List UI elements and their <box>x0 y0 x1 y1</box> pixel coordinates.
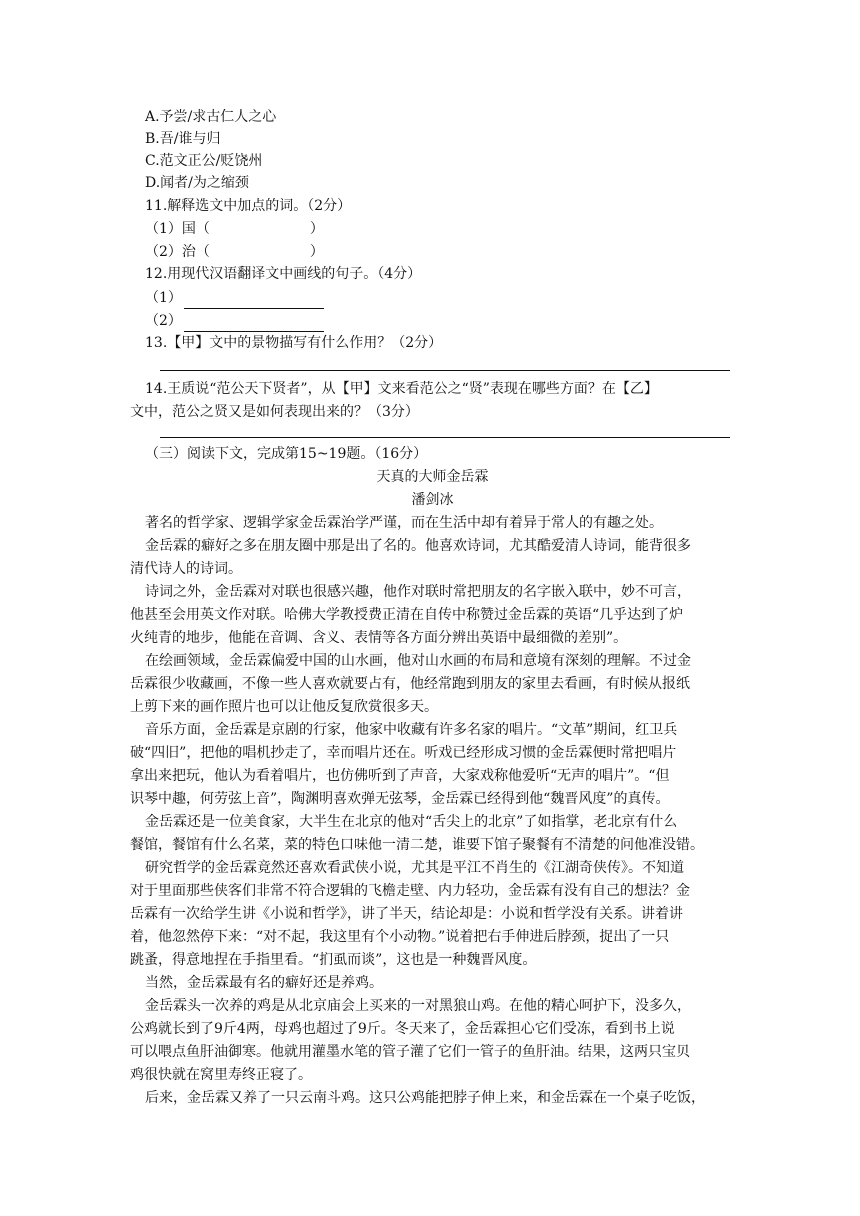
answer-line-13[interactable] <box>160 370 730 371</box>
article-line: 他甚至会用英文作对联。哈佛大学教授费正清在自传中称赞过金岳霖的英语“几乎达到了炉 <box>130 607 684 623</box>
question-11-item-1-prefix: （1）国（ <box>145 221 210 237</box>
article-line: 当然，金岳霖最有名的癖好还是养鸡。 <box>145 975 383 991</box>
article-line: 鸡很快就在窝里寿终正寝了。 <box>130 1067 312 1083</box>
article-line: 岳霖很少收藏画，不像一些人喜欢就要占有，他经常跑到朋友的家里去看画，有时候从报纸 <box>130 676 690 692</box>
article-line: 餐馆，餐馆有什么名菜，菜的特色口味他一清二楚，谁要下馆子聚餐有不清楚的问他准没错。 <box>130 837 704 853</box>
question-11-item-2-suffix: ） <box>309 244 324 260</box>
article-line: 音乐方面，金岳霖是京剧的行家，他家中收藏有许多名家的唱片。“文革”期间，红卫兵 <box>145 722 678 738</box>
article-line: 金岳霖的癖好之多在朋友圈中那是出了名的。他喜欢诗词，尤其酷爱清人诗词，能背很多 <box>145 538 691 554</box>
question-14-line-1: 14.王质说“范公天下贤者”，从【甲】文来看范公之“贤”表现在哪些方面？在【乙】 <box>145 381 658 397</box>
option-c: C.范文正公/贬饶州 <box>145 153 263 169</box>
question-12-item-1 <box>145 287 735 309</box>
article-author: 潘剑冰 <box>411 492 454 508</box>
option-a: A.予尝/求古仁人之心 <box>145 109 277 125</box>
question-14-line-2: 文中，范公之贤又是如何表现出来的？（3分） <box>130 404 419 420</box>
article-line: 金岳霖还是一位美食家，大半生在北京的他对“舌尖上的北京”了如指掌，老北京有什么 <box>145 814 678 830</box>
article-line: 上剪下来的画作照片也可以让他反复欣赏很多天。 <box>130 699 438 715</box>
answer-line-12-2[interactable] <box>184 315 324 332</box>
article-line: 后来，金岳霖又养了一只云南斗鸡。这只公鸡能把脖子伸上来，和金岳霖在一个桌子吃饭， <box>145 1090 705 1106</box>
article-line: 在绘画领域，金岳霖偏爱中国的山水画，他对山水画的布局和意境有深刻的理解。不过金 <box>145 653 691 669</box>
question-12-title: 12.用现代汉语翻译文中画线的句子。（4分） <box>145 266 422 282</box>
article-line: 对于里面那些侠客们非常不符合逻辑的飞檐走壁、内力轻功，金岳霖有没有自己的想法？金 <box>130 883 690 899</box>
option-b: B.吾/谁与归 <box>145 131 221 147</box>
question-11-item-1 <box>145 218 735 240</box>
article-title: 天真的大师金岳霖 <box>376 469 489 485</box>
article-line: 破“四旧”，把他的唱机抄走了，幸而唱片还在。听戏已经形成习惯的金岳霖便时常把唱片 <box>130 745 677 761</box>
article-line: 可以喂点鱼肝油御寒。他就用灌墨水笔的管子灌了它们一管子的鱼肝油。结果，这两只宝贝 <box>130 1044 690 1060</box>
article-line: 识琴中趣，何劳弦上音”，陶渊明喜欢弹无弦琴，金岳霖已经得到他“魏晋风度”的真传。 <box>130 791 670 807</box>
answer-line-14[interactable] <box>160 437 730 438</box>
section-3-heading: （三）阅读下文，完成第15~19题。（16分） <box>145 446 428 462</box>
article-line: 拿出来把玩，他认为看着唱片，也仿佛听到了声音，大家戏称他爱听“无声的唱片”。“但 <box>130 768 670 784</box>
article-line: 岳霖有一次给学生讲《小说和哲学》，讲了半天，结论却是：小说和哲学没有关系。讲着讲 <box>130 906 683 922</box>
question-12-item-2 <box>145 310 735 332</box>
article-line: 诗词之外，金岳霖对对联也很感兴趣，他作对联时常把朋友的名字嵌入联中，妙不可言， <box>145 584 691 600</box>
question-11-title: 11.解释选文中加点的词。（2分） <box>145 198 352 214</box>
article-line: 金岳霖头一次养的鸡是从北京庙会上买来的一对黑狼山鸡。在他的精心呵护下，没多久， <box>145 998 691 1014</box>
question-12-item-2-label: （2） <box>145 313 182 329</box>
question-11-item-2 <box>145 241 735 263</box>
answer-line-12-1[interactable] <box>184 292 324 309</box>
article-line: 着，他忽然停下来：“对不起，我这里有个小动物。”说着把右手伸进后脖颈，捉出了一只 <box>130 929 670 945</box>
option-d: D.闻者/为之缩颈 <box>145 175 249 191</box>
question-11-item-2-prefix: （2）治（ <box>145 244 210 260</box>
article-line: 著名的哲学家、逻辑学家金岳霖治学严谨，而在生活中却有着异于常人的有趣之处。 <box>145 515 663 531</box>
article-line: 公鸡就长到了9斤4两，母鸡也超过了9斤。冬天来了，金岳霖担心它们受冻，看到书上说 <box>130 1021 675 1037</box>
question-11-item-1-suffix: ） <box>309 221 324 237</box>
article-line: 火纯青的地步，他能在音调、含义、表情等各方面分辨出英语中最细微的差别”。 <box>130 630 628 646</box>
article-line: 跳蚤，得意地捏在手指里看。“扪虱而谈”，这也是一种魏晋风度。 <box>130 952 537 968</box>
question-12-item-1-label: （1） <box>145 290 182 306</box>
article-line: 研究哲学的金岳霖竟然还喜欢看武侠小说，尤其是平江不肖生的《江湖奇侠传》。不知道 <box>145 860 684 876</box>
article-line: 清代诗人的诗词。 <box>130 561 242 577</box>
question-13-title: 13.【甲】文中的景物描写有什么作用？（2分） <box>145 335 443 351</box>
